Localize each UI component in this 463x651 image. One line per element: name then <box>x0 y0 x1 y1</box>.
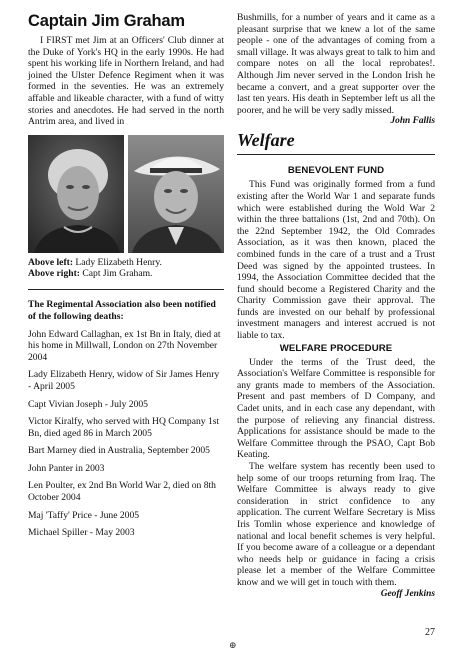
benevolent-fund-heading: BENEVOLENT FUND <box>287 165 385 177</box>
death-item: Maj 'Taffy' Price - June 2005 <box>28 509 140 521</box>
photo-row <box>28 135 224 253</box>
welfare-procedure-heading: WELFARE PROCEDURE <box>279 342 393 354</box>
death-item: Victor Kiralfy, who served with HQ Company 1st Bn, died aged 86 in March 2005 <box>28 416 220 439</box>
article-title: Captain Jim Graham <box>28 12 185 30</box>
welfare-signature: Geoff Jenkins <box>380 588 435 599</box>
photo-caption <box>28 257 224 280</box>
left-column <box>28 12 224 545</box>
caption-right-text: Capt Jim Graham. <box>79 268 153 280</box>
death-item: John Panter in 2003 <box>28 462 105 474</box>
article-signature: John Fallis <box>390 116 435 127</box>
deaths-heading: The Regimental Association also been notified of the following deaths: <box>28 299 216 322</box>
death-item: Bart Marney died in Australia, September 2005 <box>28 445 210 457</box>
registration-mark-icon: ⊕ <box>229 640 237 650</box>
caption-right-label: Above right: <box>28 268 80 280</box>
article-paragraph: I FIRST met Jim at an Officers' Club dinner at the Duke of York's HQ in the early 1990s. He had spent his working life in Northern Ireland, and had joined the Ulster Defence Regiment when it was formed in the seventies. He was an extremely affable and likeable character, with a fund of witty stories and anecdotes. He had served in the north Antrim area, and lived in <box>28 35 224 128</box>
welfare-procedure-text: The welfare system has recently been used to help some of our troops returning from Iraq. The Welfare Committee is always ready to give consideration in strict confidence to any application. The current Welfare Secretary is Miss Iris Tomlin whose experience and knowledge of national and local benefit schemes is very helpful. If you become aware of a colleague or a dependant who needs help or guidance in facing a crisis please let a member of the Welfare Committee know and we will get in touch with them. <box>237 461 435 588</box>
death-item: Lady Elizabeth Henry, widow of Sir James Henry - April 2005 <box>28 369 220 392</box>
photo-capt-jim-graham <box>128 135 224 253</box>
photo-lady-elizabeth-henry <box>28 135 124 253</box>
death-item: Capt Vivian Joseph - July 2005 <box>28 398 148 410</box>
divider <box>28 289 224 290</box>
right-column <box>237 12 435 599</box>
death-item: Michael Spiller - May 2003 <box>28 527 135 539</box>
death-item: Len Poulter, ex 2nd Bn World War 2, died on 8th October 2004 <box>28 480 216 504</box>
benevolent-fund-text: This Fund was originally formed from a fund existing after the World War 1 and separate funds which were established during the Wold War 2 within the three battalions (1st, 2nd and 70th). On the 22nd September 1942, the Old Comrades Association, as it was then known, placed the combined funds in the care of a trust and a Trust Deed was signed by the appointed trustees. In 1994, the Association Committee decided that the fund should become a Registered Charity and the Charity Commission gave their approval. The funds are invested on our behalf by professional investment managers and interest accrued is not liable to tax. <box>237 179 435 342</box>
caption-left-text: Lady Elizabeth Henry. <box>73 256 162 268</box>
caption-left-label: Above left: <box>28 256 74 268</box>
welfare-procedure-text: Under the terms of the Trust deed, the Association's Welfare Committee is responsible for any grants made to members of the Association. Present and past members of D Company, and Cadet units, and in each case any dependant, with the purpose of relieving any financial distress. Applications for assistance should be made to the Welfare Committee through the PSAO, Capt Bob Keating. <box>237 356 435 461</box>
page-number: 27 <box>425 627 435 638</box>
welfare-title: Welfare <box>237 130 435 155</box>
death-item: John Edward Callaghan, ex 1st Bn in Italy, died at his home in Millwall, London on 27th November 2004 <box>28 328 221 363</box>
article-paragraph-continued: Bushmills, for a number of years and it came as a pleasant surprise that we knew a lot of the same people - one of the advantages of coming from a small village. It was always great to talk to him and compare notes on all the local reprobates!. Although Jim never served in the London Irish he became a convert, and a great supporter over the last ten years. His death in September left us all the poorer, and he will be very sadly missed. <box>237 12 435 116</box>
